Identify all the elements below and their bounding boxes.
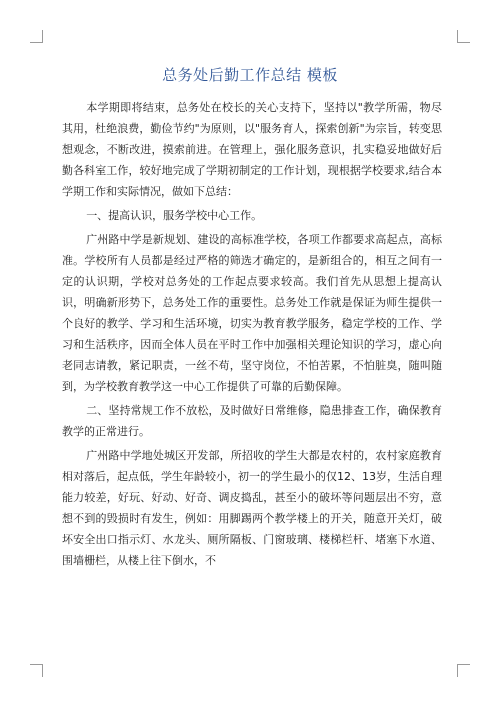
document-title: 总务处后勤工作总结 模板 [162, 66, 338, 84]
crop-mark-top-right [457, 30, 470, 43]
section-2-paragraph: 广州路中学地处城区开发部，所招收的学生大都是农村的，农村家庭教育相对落后，起点低，学生年龄较小，初一的学生最小的仅12、13岁，生活自理能力较差，好玩、好动、好奇、调皮捣乱，甚至小的破坏等问题层出不穷，意想不到的毁损时有发生，例如：用脚踢两个教学楼上的开关，随意开关灯，破坏安全出口指示灯、水龙头、厕所隔板、门窗玻璃、楼梯栏杆、堵塞下水道、围墙栅栏，从楼上往下倒水，不 [62, 449, 442, 567]
section-1-paragraph: 广州路中学是新规划、建设的高标准学校，各项工作都要求高起点，高标准。学校所有人员都是经过严格的筛选才确定的，是新组合的，相互之间有一定的认识期，学校对总务处的工作起点要求较高。我们首先从思想上提高认识，明确新形势下，总务处工作的重要性。总务处工作就是保证为师生提供一个良好的教学、学习和生活环境，切实为教育教学服务，稳定学校的工作、学习和生活秩序，因而全体人员在平时工作中加强相关理论知识的学习，虚心向老同志请教，紧记职责，一丝不苟，坚守岗位，不怕苦累，不怕脏臭，随叫随到，为学校教育教学这一中心工作提供了可靠的后勤保障。 [62, 233, 442, 393]
intro-paragraph: 本学期即将结束，总务处在校长的关心支持下，坚持以"教学所需，物尽其用，杜绝浪费，勤俭节约"为原则，以"服务育人，探索创新"为宗旨，转变思想观念，不断改进，摸索前进。在管理上，强化服务意识，扎实稳妥地做好后勤各科室工作，较好地完成了学期初制定的工作计划，现根据学校要求,结合本学期工作和实际情况，做如下总结： [62, 101, 442, 198]
document-body [62, 97, 442, 571]
section-heading-2: 二、坚持常规工作不放松，及时做好日常维修，隐患排查工作，确保教育教学的正常进行。 [62, 404, 442, 438]
crop-mark-bottom-right [457, 664, 470, 677]
section-heading-1: 一、提高认识，服务学校中心工作。 [86, 209, 263, 222]
crop-mark-top-left [30, 30, 43, 43]
crop-mark-bottom-left [30, 664, 43, 677]
